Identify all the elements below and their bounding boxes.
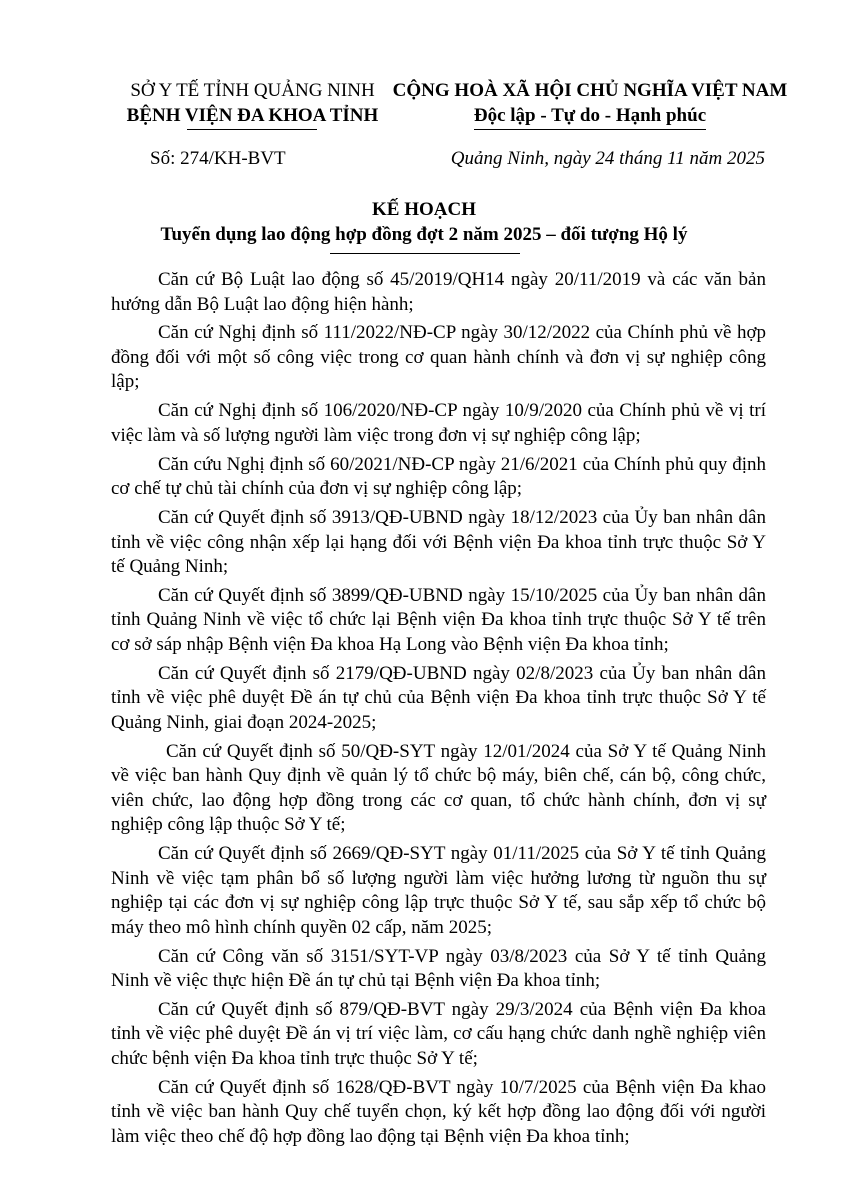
document-date: Quảng Ninh, ngày 24 tháng 11 năm 2025 xyxy=(450,148,765,169)
motto-underline xyxy=(474,129,706,130)
legal-basis-paragraph: Căn cứu Nghị định số 60/2021/NĐ-CP ngày 21/6/2021 của Chính phủ quy định cơ chế tự chủ tài chính của đơn vị sự nghiệp công lập; xyxy=(111,453,766,500)
legal-basis-paragraph: Căn cứ Công văn số 3151/SYT-VP ngày 03/8/2023 của Sở Y tế tỉnh Quảng Ninh về việc thực hiện Đề án tự chủ tại Bệnh viện Đa khoa tỉnh; xyxy=(111,945,766,992)
issuing-org-block xyxy=(115,78,390,128)
legal-basis-paragraph: Căn cứ Quyết định số 2669/QĐ-SYT ngày 01/11/2025 của Sở Y tế tỉnh Quảng Ninh về việc tạm phân bổ số lượng người làm việc hưởng lương từ nguồn thu sự nghiệp tại các đơn vị sự nghiệp công lập trực thuộc Sở Y tế, sau sắp xếp tổ chức bộ máy theo mô hình chính quyền 02 cấp, năm 2025; xyxy=(111,843,766,938)
legal-basis-paragraph: Căn cứ Bộ Luật lao động số 45/2019/QH14 ngày 20/11/2019 và các văn bản hướng dẫn Bộ Luật lao động hiện hành; xyxy=(111,269,766,315)
legal-basis-paragraph: Căn cứ Quyết định số 3899/QĐ-UBND ngày 15/10/2025 của Ủy ban nhân dân tỉnh Quảng Ninh về việc tổ chức lại Bệnh viện Đa khoa tỉnh trực thuộc Sở Y tế trên cơ sở sáp nhập Bệnh viện Đa khoa Hạ Long vào Bệnh viện Đa khoa tỉnh; xyxy=(111,584,766,655)
legal-basis-paragraph: Căn cứ Nghị định số 111/2022/NĐ-CP ngày 30/12/2022 của Chính phủ về hợp đồng đối với một số công việc trong cơ quan hành chính và đơn vị sự nghiệp công lập; xyxy=(111,322,766,393)
national-title-block xyxy=(390,78,790,128)
document-number: Số: 274/KH-BVT xyxy=(150,148,286,169)
parent-org-name: SỞ Y TẾ TỈNH QUẢNG NINH xyxy=(130,80,375,101)
title-underline xyxy=(330,253,520,254)
legal-basis-paragraph: Căn cứ Quyết định số 3913/QĐ-UBND ngày 18/12/2023 của Ủy ban nhân dân tỉnh về việc công nhận xếp lại hạng đối với Bệnh viện Đa khoa tỉnh trực thuộc Sở Y tế Quảng Ninh; xyxy=(111,507,766,578)
legal-basis-paragraph: Căn cứ Quyết định số 1628/QĐ-BVT ngày 10/7/2025 của Bệnh viện Đa khao tỉnh về việc ban hành Quy chế tuyển chọn, ký kết hợp đồng lao động đối với người làm việc theo chế độ hợp đồng lao động tại Bệnh viện Đa khoa tỉnh; xyxy=(111,1076,766,1147)
document-body xyxy=(111,268,766,1154)
legal-basis-paragraph: Căn cứ Quyết định số 2179/QĐ-UBND ngày 02/8/2023 của Ủy ban nhân dân tỉnh về việc phê duyệt Đề án tự chủ của Bệnh viện Đa khoa tỉnh trực thuộc Sở Y tế Quảng Ninh, giai đoạn 2024-2025; xyxy=(111,662,766,733)
org-name-underline xyxy=(187,129,317,130)
legal-basis-paragraph: Căn cứ Nghị định số 106/2020/NĐ-CP ngày 10/9/2020 của Chính phủ về vị trí việc làm và số lượng người làm việc trong đơn vị sự nghiệp công lập; xyxy=(111,400,766,446)
document-title: KẾ HOẠCH xyxy=(372,199,476,220)
national-motto: Độc lập - Tự do - Hạnh phúc xyxy=(473,105,707,126)
legal-basis-paragraph: Căn cứ Quyết định số 50/QĐ-SYT ngày 12/01/2024 của Sở Y tế Quảng Ninh về việc ban hành Quy định về quản lý tổ chức bộ máy, biên chế, cán bộ, công chức, viên chức, lao động hợp đồng trong các cơ quan, tổ chức hành chính, đơn vị sự nghiệp công lập thuộc Sở Y tế; xyxy=(111,740,766,836)
nation-name: CỘNG HOÀ XÃ HỘI CHỦ NGHĨA VIỆT NAM xyxy=(392,80,788,101)
org-name: BỆNH VIỆN ĐA KHOA TỈNH xyxy=(126,105,379,126)
document-subtitle: Tuyển dụng lao động hợp đồng đợt 2 năm 2025 – đối tượng Hộ lý xyxy=(160,224,688,245)
legal-basis-paragraph: Căn cứ Quyết định số 879/QĐ-BVT ngày 29/3/2024 của Bệnh viện Đa khoa tỉnh về việc phê duyệt Đề án vị trí việc làm, cơ cấu hạng chức danh nghề nghiệp viên chức bệnh viện Đa khoa tỉnh trực thuộc Sở Y tế; xyxy=(111,998,766,1069)
